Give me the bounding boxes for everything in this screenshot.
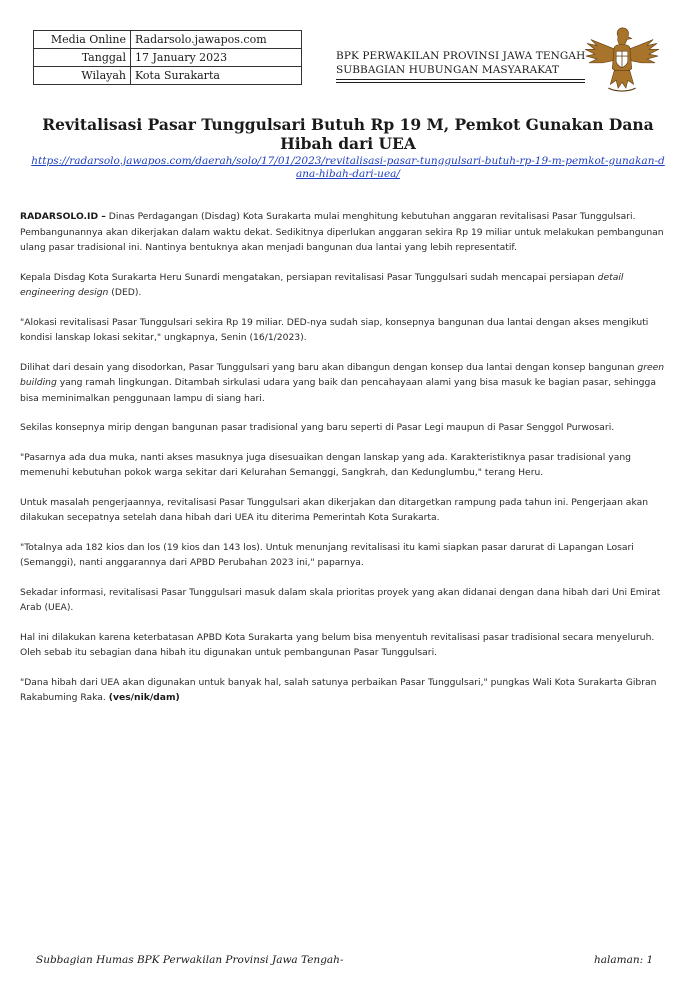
emphasis-text: green building	[20, 361, 665, 388]
article-title: Revitalisasi Pasar Tunggulsari Butuh Rp 19 M, Pemkot Gunakan Dana Hibah dari UEA	[42, 115, 654, 153]
header-divider-thin	[336, 82, 585, 83]
emphasis-text: detail engineering design	[20, 271, 624, 298]
paragraph	[20, 675, 676, 706]
paragraph-text: Dilihat dari desain yang disodorkan, Pasar Tunggulsari yang baru akan dibangun dengan konsep dua lantai dengan konsep bangunan	[20, 361, 638, 373]
media-info-value: Kota Surakarta	[131, 67, 302, 85]
author-signature: (ves/nik/dam)	[108, 692, 180, 703]
paragraph	[20, 209, 676, 256]
paragraph: "Alokasi revitalisasi Pasar Tunggulsari sekira Rp 19 miliar. DED-nya sudah siap, konsepnya bangunan dua lantai dengan akses mengikuti kondisi lanskap lokasi sekitar," ungkapnya, Senin (16/1/2023).	[20, 316, 649, 343]
media-info-row	[34, 67, 302, 85]
paragraph: Untuk masalah pengerjaannya, revitalisasi Pasar Tunggulsari akan dikerjakan dan ditargetkan rampung pada tahun ini. Pengerjaan akan dilakukan secepatnya setelah dana hibah dari UEA itu diterima Pemerintah Kota Surakarta.	[20, 496, 649, 523]
paragraph: Hal ini dilakukan karena keterbatasan APBD Kota Surakarta yang belum bisa menyentuh revitalisasi pasar tradisional secara menyeluruh. Oleh sebab itu sebagian dana hibah itu digunakan untuk pembangunan Pasar Tunggulsari.	[20, 631, 655, 658]
media-info-value: Radarsolo.jawapos.com	[131, 31, 302, 49]
paragraph-text: Kepala Disdag Kota Surakarta Heru Sunardi mengatakan, persiapan revitalisasi Pasar Tunggulsari sudah mencapai persiapan	[20, 271, 598, 283]
paragraph-text: yang ramah lingkungan. Ditambah sirkulasi udara yang baik dan pencahayaan alami yang bisa masuk ke bagian pasar, sehingga bisa meminimalkan penggunaan lampu di siang hari.	[20, 377, 656, 404]
paragraph-text: Dinas Perdagangan (Disdag) Kota Surakarta mulai menghitung kebutuhan anggaran revitalisasi Pasar Tunggulsari. Pembangunannya akan dikerjakan dalam waktu dekat. Sedikitnya diperlukan anggaran sekira Rp 19 miliar untuk melakukan pembangunan ulang pasar tradisional ini. Nantinya bentuknya akan menjadi bangunan dua lantai yang lebih representatif.	[20, 211, 664, 253]
media-info-row	[34, 31, 302, 49]
media-info-value: 17 January 2023	[131, 49, 302, 67]
garuda-emblem-icon	[583, 22, 661, 94]
dateline: RADARSOLO.ID –	[20, 211, 106, 222]
paragraph-text: "Dana hibah dari UEA akan digunakan untuk banyak hal, salah satunya perbaikan Pasar Tunggulsari," pungkas Wali Kota Surakarta Gibran Rakabuming Raka.	[20, 676, 657, 703]
article-body	[20, 209, 676, 720]
page-number: halaman: 1	[594, 954, 654, 966]
paragraph: Sekilas konsepnya mirip dengan bangunan pasar tradisional yang baru seperti di Pasar Legi maupun di Pasar Senggol Purwosari.	[20, 422, 615, 433]
paragraph	[20, 360, 676, 407]
media-info-label: Wilayah	[34, 67, 131, 85]
organization-header	[336, 49, 585, 77]
organization-name: BPK PERWAKILAN PROVINSI JAWA TENGAH	[336, 50, 586, 62]
paragraph	[20, 270, 676, 301]
media-info-table	[33, 30, 302, 85]
header-divider	[336, 79, 585, 80]
paragraph-text: (DED).	[108, 287, 142, 298]
media-info-row	[34, 49, 302, 67]
source-link[interactable]: https://radarsolo.jawapos.com/daerah/solo/17/01/2023/revitalisasi-pasar-tunggulsari-butuh-rp-19-m-pemkot-gunakan-dana-hibah-dari-uea/	[31, 155, 665, 180]
media-info-label: Tanggal	[34, 49, 131, 67]
organization-division: SUBBAGIAN HUBUNGAN MASYARAKAT	[336, 64, 559, 76]
media-info-label: Media Online	[34, 31, 131, 49]
paragraph: Sekadar informasi, revitalisasi Pasar Tunggulsari masuk dalam skala prioritas proyek yang akan didanai dengan dana hibah dari Uni Emirat Arab (UEA).	[20, 586, 661, 613]
paragraph: "Totalnya ada 182 kios dan los (19 kios dan 143 los). Untuk menunjang revitalisasi itu kami siapkan pasar darurat di Lapangan Losari (Semanggi), nanti anggarannya dari APBD Perubahan 2023 ini," paparnya.	[20, 541, 634, 568]
footer-organization: Subbagian Humas BPK Perwakilan Provinsi Jawa Tengah-	[36, 954, 344, 966]
paragraph: "Pasarnya ada dua muka, nanti akses masuknya juga disesuaikan dengan lanskap yang ada. Karakteristiknya pasar tradisional yang memenuhi kebutuhan pokok warga sekitar dari Kelurahan Semanggi, Sangkrah, dan Kedunglumbu," terang Heru.	[20, 451, 631, 478]
